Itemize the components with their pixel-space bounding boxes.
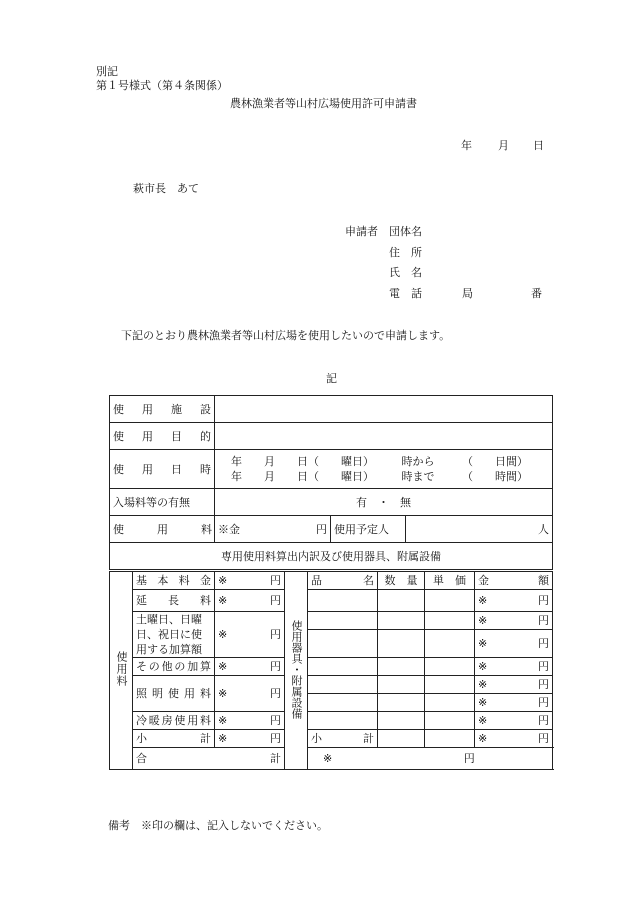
fee-field[interactable]	[215, 516, 331, 543]
equip-subtotal-field[interactable]: ※ 円	[475, 730, 553, 748]
applicant-name: 氏 名	[389, 266, 422, 279]
footer-note: 備考 ※印の欄は、記入しないでください。	[108, 819, 328, 832]
other-fee-label: その他の加算	[133, 658, 215, 676]
lighting-fee-label: 照明使用料	[133, 676, 215, 712]
holiday-fee-label: 土曜日、日曜 日、祝日に使 用する加算額	[133, 612, 215, 658]
datetime-field[interactable]	[215, 450, 553, 489]
total-label: 合 計	[133, 748, 285, 770]
applicant-org: 団体名	[389, 225, 422, 238]
equip-qty-cell[interactable]	[378, 676, 425, 694]
page-title: 農林漁業者等山村広場使用許可申請書	[230, 97, 417, 110]
aircon-fee-label: 冷暖房使用料	[133, 712, 215, 730]
application-table	[109, 395, 553, 570]
aircon-fee-field[interactable]: ※ 円	[215, 712, 285, 730]
purpose-field[interactable]	[215, 423, 553, 450]
equip-qty-cell[interactable]	[378, 630, 425, 658]
equip-price-cell[interactable]	[425, 730, 475, 748]
subtotal-field[interactable]: ※ 円	[215, 730, 285, 748]
planned-users-label: 使用予定人	[331, 516, 406, 543]
basic-fee-field[interactable]: ※ 円	[215, 572, 285, 590]
equip-item-cell[interactable]	[308, 612, 378, 630]
basic-fee-label: 基本料金	[133, 572, 215, 590]
lighting-fee-field[interactable]: ※ 円	[215, 676, 285, 712]
amount-header: 金 額	[475, 572, 553, 590]
equip-amount-cell[interactable]: ※ 円	[475, 676, 553, 694]
breakdown-title: 専用使用料算出内訳及び使用器具、附属設備	[110, 543, 553, 570]
statement: 下記のとおり農林漁業者等山村広場を使用したいので申請します。	[121, 329, 451, 342]
equip-amount-cell[interactable]: ※ 円	[475, 630, 553, 658]
total-yen: 円	[463, 752, 475, 765]
admission-value[interactable]: 有 ・ 無	[215, 489, 553, 516]
date-day: 日	[533, 139, 544, 152]
extension-fee-label: 延 長 料	[133, 590, 215, 612]
applicant-phone: 電 話	[389, 287, 422, 300]
purpose-label: 使 用 目 的	[110, 423, 215, 450]
other-fee-field[interactable]: ※ 円	[215, 658, 285, 676]
equip-item-cell[interactable]	[308, 630, 378, 658]
equip-group-label: 使用器具・附属設備	[285, 572, 308, 770]
extension-fee-field[interactable]: ※ 円	[215, 590, 285, 612]
fee-label: 使 用 料	[110, 516, 215, 543]
datetime-label: 使 用 日 時	[110, 450, 215, 489]
facility-label: 使 用 施 設	[110, 396, 215, 423]
unit-price-header: 単 価	[425, 572, 475, 590]
datetime-line-2: 年 月 日（ 曜日） 時まで （ 時間）	[231, 470, 528, 483]
planned-users-field[interactable]: 人	[406, 516, 553, 543]
equip-item-cell[interactable]	[308, 694, 378, 712]
equip-subtotal-label: 小 計	[308, 730, 378, 748]
equip-qty-cell[interactable]	[378, 590, 425, 612]
subtotal-label: 小 計	[133, 730, 215, 748]
applicant-address: 住 所	[389, 246, 422, 259]
equip-price-cell[interactable]	[425, 694, 475, 712]
equip-price-cell[interactable]	[425, 612, 475, 630]
equip-price-cell[interactable]	[425, 630, 475, 658]
applicant-label: 申請者	[345, 225, 378, 238]
equip-item-cell[interactable]	[308, 676, 378, 694]
equip-price-cell[interactable]	[425, 712, 475, 730]
equip-qty-cell[interactable]	[378, 712, 425, 730]
phone-exchange: 局	[462, 287, 473, 300]
admission-label: 入場料等の有無	[110, 489, 215, 516]
ki-label: 記	[326, 372, 337, 385]
equip-amount-cell[interactable]: ※ 円	[475, 612, 553, 630]
fee-prefix: ※金	[218, 523, 240, 536]
phone-number: 番	[531, 287, 542, 300]
fee-yen: 円	[316, 523, 327, 536]
item-name-header: 品 名	[308, 572, 378, 590]
betsuki-label: 別記	[96, 65, 118, 78]
equip-price-cell[interactable]	[425, 590, 475, 612]
equip-item-cell[interactable]	[308, 590, 378, 612]
equip-item-cell[interactable]	[308, 658, 378, 676]
equip-price-cell[interactable]	[425, 676, 475, 694]
equip-amount-cell[interactable]: ※ 円	[475, 658, 553, 676]
equip-amount-cell[interactable]: ※ 円	[475, 694, 553, 712]
datetime-line-1: 年 月 日（ 曜日） 時から （ 日間）	[231, 455, 528, 468]
equip-qty-cell[interactable]	[378, 658, 425, 676]
total-field[interactable]	[308, 748, 553, 770]
equip-qty-cell[interactable]	[378, 612, 425, 630]
fee-group-label: 使用料	[110, 572, 133, 770]
equip-qty-cell[interactable]	[378, 730, 425, 748]
equip-qty-cell[interactable]	[378, 694, 425, 712]
equip-item-cell[interactable]	[308, 712, 378, 730]
equip-amount-cell[interactable]: ※ 円	[475, 712, 553, 730]
date-month: 月	[498, 139, 509, 152]
addressee: 萩市長 あて	[133, 182, 199, 195]
equip-price-cell[interactable]	[425, 658, 475, 676]
facility-field[interactable]	[215, 396, 553, 423]
holiday-fee-field[interactable]: ※ 円	[215, 612, 285, 658]
total-mark: ※	[323, 752, 333, 765]
breakdown-table	[109, 571, 553, 770]
date-year: 年	[461, 139, 472, 152]
quantity-header: 数 量	[378, 572, 425, 590]
equip-amount-cell[interactable]: ※ 円	[475, 590, 553, 612]
form-number: 第１号様式（第４条関係）	[96, 79, 228, 92]
